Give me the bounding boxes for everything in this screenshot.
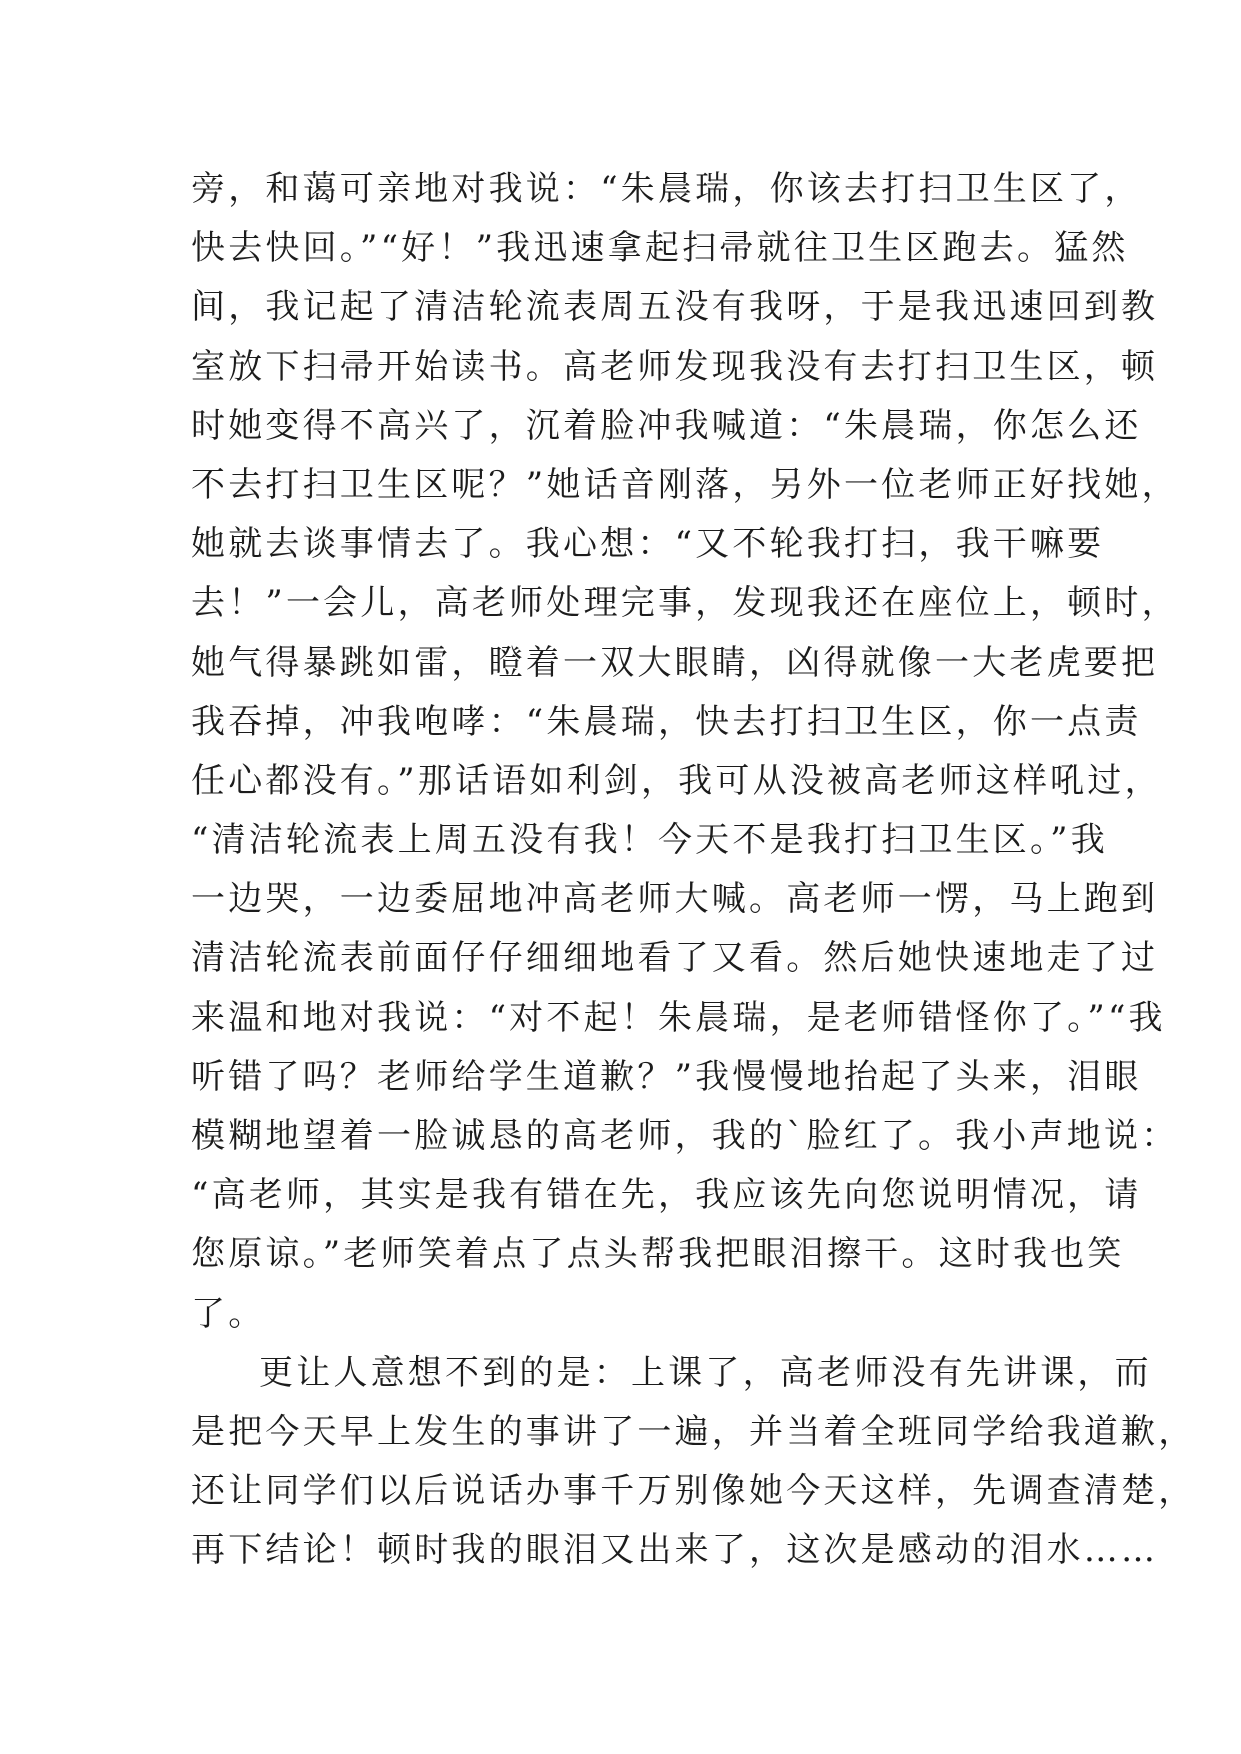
text-line: 旁，和蔼可亲地对我说：“朱晨瑞，你该去打扫卫生区了， [191,169,1142,209]
text-line: 间，我记起了清洁轮流表周五没有我呀，于是我迅速回到教 [191,287,1159,328]
text-line: 时她变得不高兴了，沉着脸冲我喊道：“朱晨瑞，你怎么还 [191,405,1142,446]
text-line: 再下结论！顿时我的眼泪又出来了，这次是感动的泪水…… [191,1530,1159,1571]
text-line: 她气得暴跳如雷，瞪着一双大眼睛，凶得就像一大老虎要把 [191,642,1159,683]
paragraph-first-line: 更让人意想不到的是：上课了，高老师没有先讲课，而 [259,1352,1152,1393]
text-line: 您原谅。”老师笑着点了点头帮我把眼泪擦干。这时我也笑 [191,1234,1125,1275]
text-line: 任心都没有。”那话语如利剑，我可从没被高老师这样吼过， [191,760,1162,801]
text-line: 我吞掉，冲我咆哮：“朱晨瑞，快去打扫卫生区，你一点责 [191,701,1142,742]
text-line: 模糊地望着一脸诚恳的高老师，我的`脸红了。我小声地说： [191,1116,1179,1156]
text-line: 清洁轮流表前面仔仔细细地看了又看。然后她快速地走了过 [191,938,1159,979]
text-line: “高老师，其实是我有错在先，我应该先向您说明情况，请 [191,1175,1142,1216]
text-line: 一边哭，一边委屈地冲高老师大喊。高老师一愣，马上跑到 [191,879,1159,920]
text-line: 了。 [191,1293,266,1334]
text-line: 去！”一会儿，高老师处理完事，发现我还在座位上，顿时， [191,583,1179,624]
text-line: 还让同学们以后说话办事千万别像她今天这样，先调查清楚， [191,1471,1196,1512]
text-line: 室放下扫帚开始读书。高老师发现我没有去打扫卫生区，顿 [191,346,1159,387]
text-line: 她就去谈事情去了。我心想：“又不轮我打扫，我干嘛要 [191,524,1105,565]
text-line: “清洁轮流表上周五没有我！今天不是我打扫卫生区。”我 [191,820,1108,861]
text-line: 听错了吗？老师给学生道歉？”我慢慢地抬起了头来，泪眼 [191,1056,1142,1097]
text-line: 来温和地对我说：“对不起！朱晨瑞，是老师错怪你了。”“我 [191,997,1166,1038]
text-line: 不去打扫卫生区呢？”她话音刚落，另外一位老师正好找她， [191,464,1179,505]
text-line: 快去快回。”“好！”我迅速拿起扫帚就往卫生区跑去。猛然 [191,228,1129,269]
article-body [191,160,1196,1581]
text-line: 是把今天早上发生的事讲了一遍，并当着全班同学给我道歉， [191,1411,1196,1452]
